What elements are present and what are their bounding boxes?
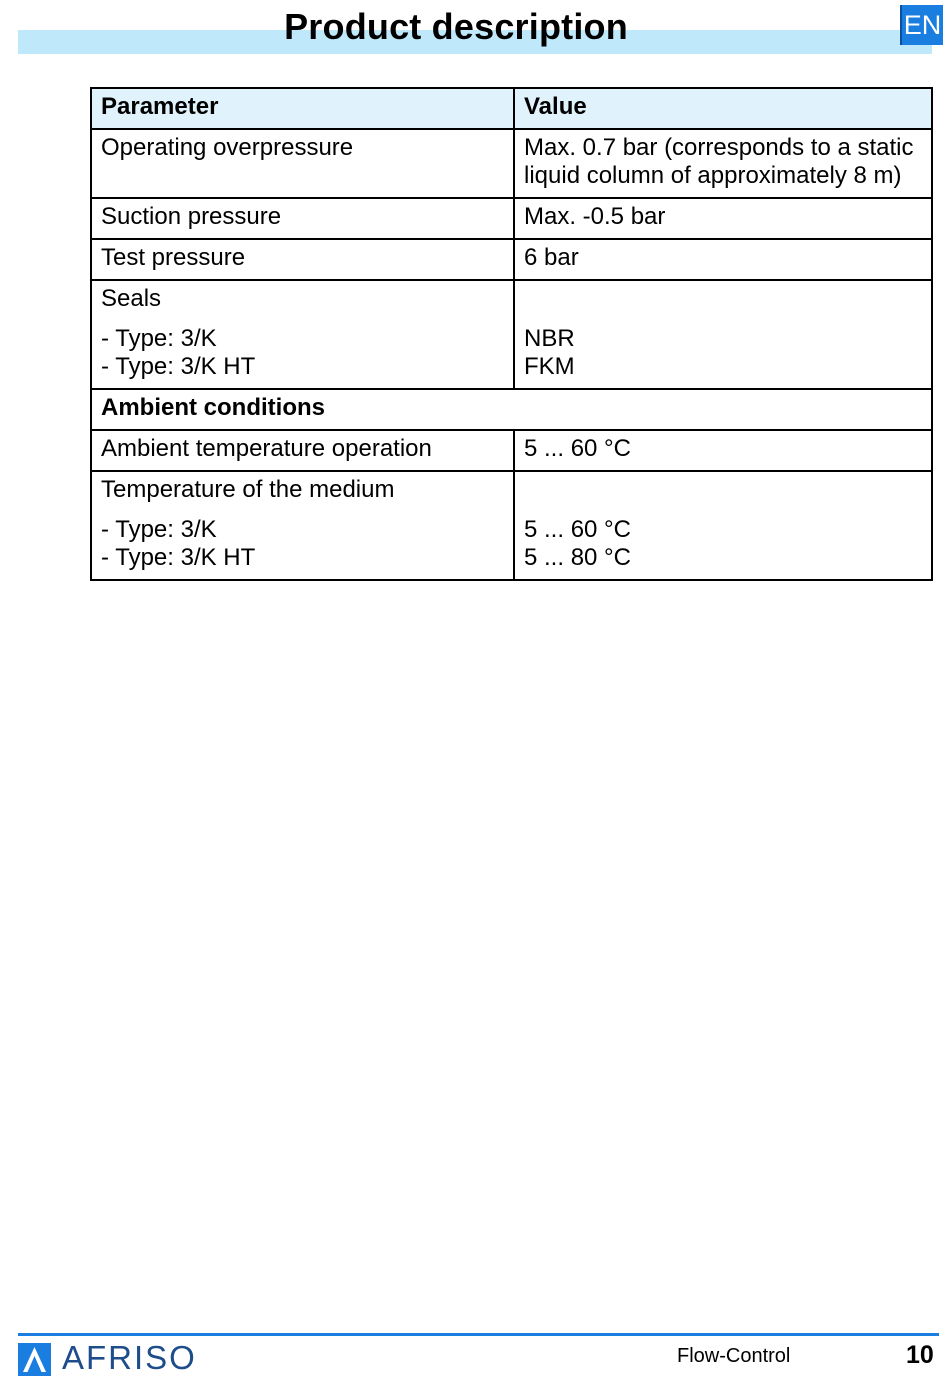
row-value: Max. 0.7 bar (corresponds to a static liquid column of approximately 8 m) — [514, 129, 932, 198]
sub-label: - Type: 3/K HT — [101, 353, 256, 380]
row-parameter: Temperature of the medium — [101, 476, 395, 503]
section-heading: Ambient conditions — [91, 389, 932, 430]
row-parameter-group — [91, 471, 514, 580]
page-number: 10 — [906, 1341, 934, 1369]
afriso-triangle-logo-icon — [18, 1343, 51, 1376]
language-badge[interactable]: EN — [900, 5, 943, 45]
table-row — [91, 239, 932, 280]
row-parameter-group — [91, 280, 514, 389]
row-value-group — [514, 471, 932, 580]
sub-label: - Type: 3/K HT — [101, 544, 256, 571]
table-row — [91, 198, 932, 239]
page-title: Product description — [284, 6, 628, 47]
footer-product-name: Flow-Control — [677, 1345, 791, 1367]
table-row — [91, 280, 932, 389]
footer-divider — [18, 1333, 939, 1336]
sub-value: 5 ... 60 °C — [524, 516, 631, 543]
table-header-row — [91, 88, 932, 129]
sub-value: FKM — [524, 353, 575, 380]
row-parameter: Ambient temperature operation — [91, 430, 514, 471]
row-value: Max. -0.5 bar — [514, 198, 932, 239]
brand-logo-text: AFRISO — [62, 1339, 197, 1376]
column-header-parameter: Parameter — [91, 88, 514, 129]
table-row — [91, 129, 932, 198]
sub-label: - Type: 3/K — [101, 325, 217, 352]
table-row — [91, 471, 932, 580]
row-parameter: Seals — [101, 285, 162, 312]
row-parameter: Test pressure — [91, 239, 514, 280]
section-row — [91, 389, 932, 430]
column-header-value: Value — [514, 88, 932, 129]
row-value: 6 bar — [514, 239, 932, 280]
spec-table — [90, 87, 933, 581]
row-value: 5 ... 60 °C — [514, 430, 932, 471]
sub-value: NBR — [524, 325, 575, 352]
row-parameter: Operating overpressure — [91, 129, 514, 198]
row-value-group — [514, 280, 932, 389]
row-parameter: Suction pressure — [91, 198, 514, 239]
sub-value: 5 ... 80 °C — [524, 544, 631, 571]
table-row — [91, 430, 932, 471]
sub-label: - Type: 3/K — [101, 516, 217, 543]
